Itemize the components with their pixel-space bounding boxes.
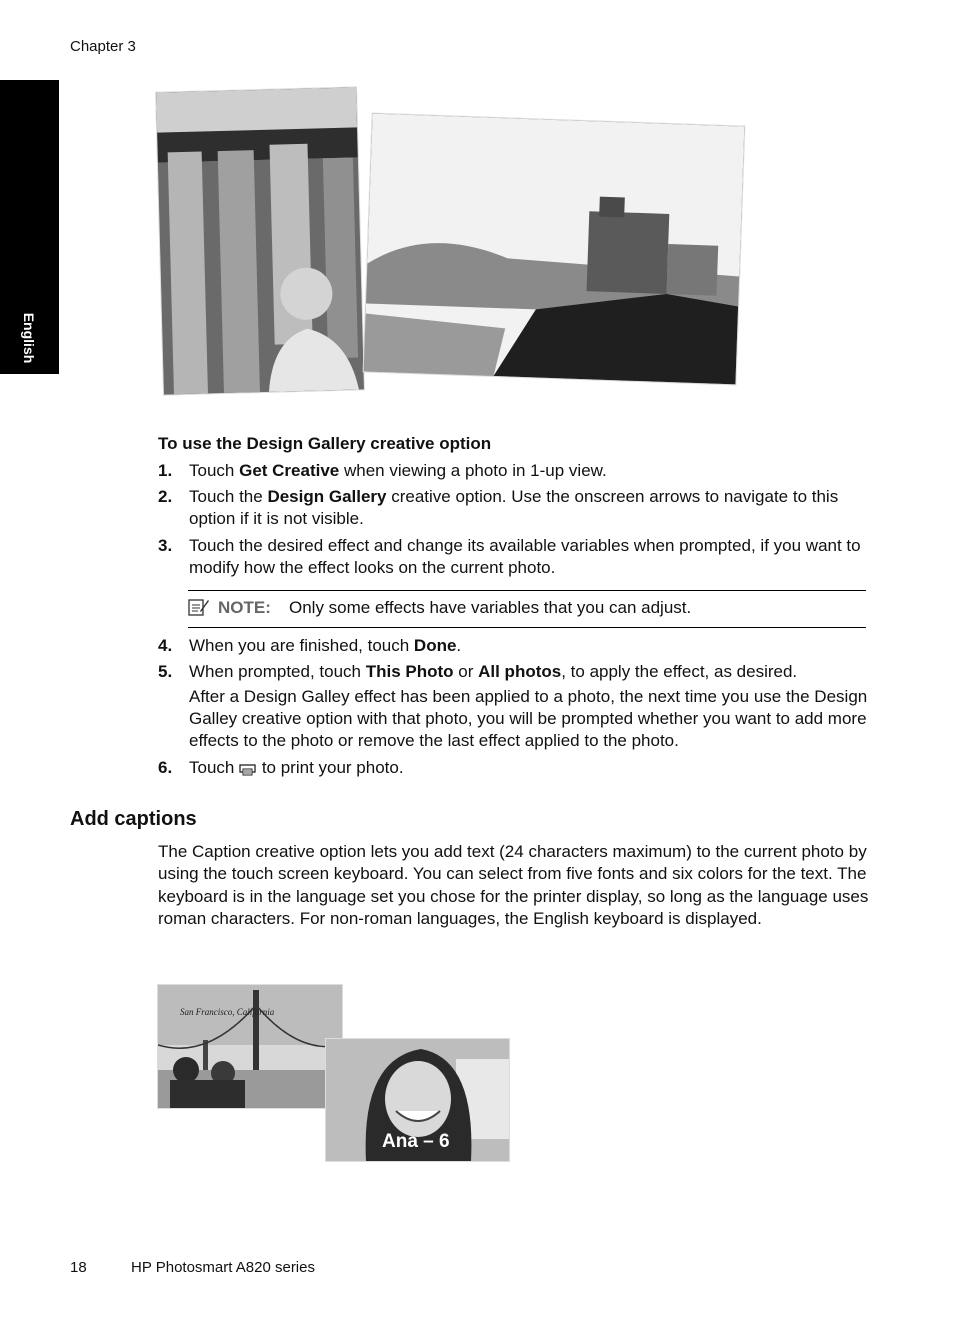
step-5-followup: After a Design Galley effect has been applied to a photo, the next time you use the Design Galley creative option with that photo, you will be prompted whether you want to add more effects to the photo or remove the last effect applied to the photo. <box>189 687 868 750</box>
chapter-label: Chapter 3 <box>70 38 136 55</box>
note-label: NOTE: <box>218 598 271 617</box>
temple-boy-photo <box>156 87 364 394</box>
photo-caption-sf: San Francisco, California <box>180 1007 275 1017</box>
design-gallery-heading: To use the Design Gallery creative option <box>158 434 492 453</box>
step-number: 1. <box>158 461 173 480</box>
note-box <box>188 590 866 628</box>
step-text: , to apply the effect, as desired. <box>561 662 798 681</box>
step-text: to print your photo. <box>257 758 404 777</box>
step-number: 2. <box>158 487 173 506</box>
print-icon <box>239 760 257 776</box>
note-text: Only some effects have variables that you can adjust. <box>289 598 692 617</box>
girl-photo <box>326 1039 509 1161</box>
step-text: when viewing a photo in 1-up view. <box>339 461 607 480</box>
page-number: 18 <box>70 1259 87 1276</box>
step-bold: This Photo <box>365 662 454 681</box>
step-text: Touch <box>189 758 240 777</box>
side-tab-label: English <box>21 312 37 364</box>
note-icon <box>188 597 210 617</box>
castle-photo <box>364 114 745 385</box>
step-number: 5. <box>158 662 173 681</box>
step-text: or <box>453 662 479 681</box>
step-bold: All photos <box>478 662 562 681</box>
step-number: 3. <box>158 536 173 555</box>
step-text: When prompted, touch <box>189 662 366 681</box>
step-text: creative option. Use the onscreen arrows to navigate to this option if it is not visible. <box>189 487 839 528</box>
step-text: Touch the desired effect and change its available variables when prompted, if you want to modify how the effect looks on the current photo. <box>189 536 861 577</box>
step-text: Touch <box>189 461 240 480</box>
language-side-tab <box>0 80 59 374</box>
step-bold: Get Creative <box>239 461 340 480</box>
step-number: 4. <box>158 636 173 655</box>
step-number: 6. <box>158 758 173 777</box>
step-bold: Design Gallery <box>267 487 387 506</box>
photo-caption-ana: Ana – 6 <box>382 1131 450 1152</box>
step-text: . <box>456 636 462 655</box>
captions-body: The Caption creative option lets you add text (24 characters maximum) to the current photo by using the touch screen keyboard. You can select from five fonts and six colors for the text. The keyboard is in the language set you chose for the printer display, so long as the language uses roman characters. For non-roman languages, the English keyboard is displayed. <box>158 842 869 929</box>
golden-gate-photo <box>158 985 342 1108</box>
step-bold: Done <box>413 636 457 655</box>
step-text: When you are finished, touch <box>189 636 414 655</box>
product-name: HP Photosmart A820 series <box>131 1259 315 1276</box>
step-text: Touch the <box>189 487 268 506</box>
add-captions-heading: Add captions <box>70 808 197 830</box>
